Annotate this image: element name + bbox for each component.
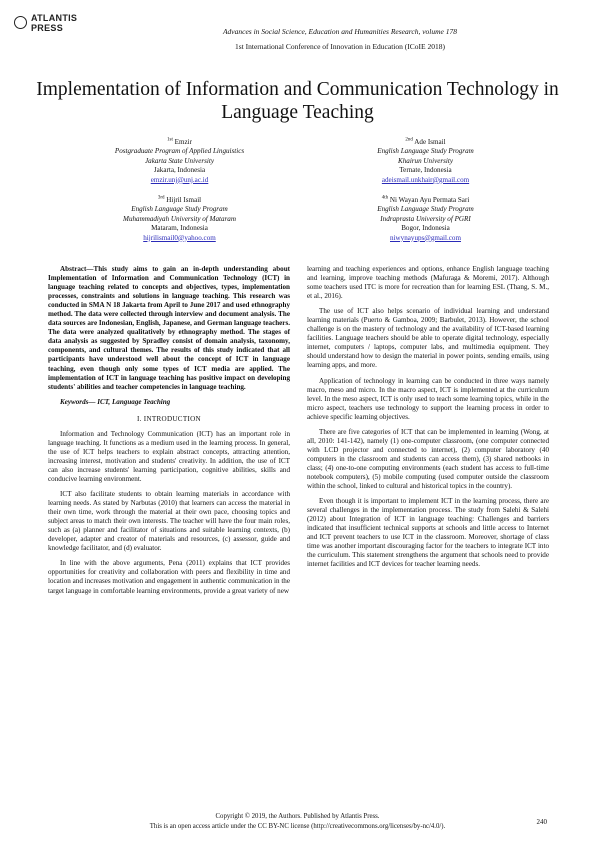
paragraph: Information and Technology Communication (ICT) has an important role in language teaching. It functions as a medium used in the learning process. In general, the use of ICT helps teachers to explain abstract concepts, attracting attention, increasing interest, motivation and students' creativity. In addition, the use of ICT can also increase students' learning participation, cognitive abilities, skills and conducive learning environment. <box>48 429 290 483</box>
right-column <box>307 265 549 575</box>
author-name: $^{4th}$ Ni Wayan Ayu Permata Sari <box>381 195 470 204</box>
author-name: $^{3rd}$ Hijril Ismail <box>157 195 202 204</box>
author-block: $^{1st}$ Emzir Postgraduate Program of Applied Linguistics Jakarta State University Jakarta, Indonesia emzir.unj@unj.ac.id <box>72 138 287 185</box>
page-number: 240 <box>536 818 547 826</box>
author-email[interactable]: adeismail.unkhair@gmail.com <box>381 175 470 184</box>
author-block: $^{3rd}$ Hijril Ismail English Language Study Program Muhammadiyah University of Mataram Mataram, Indonesia hijrilismail0@yahoo.com <box>72 196 287 243</box>
author-block: $^{2nd}$ Ade Ismail English Language Study Program Khairun University Ternate, Indonesia adeismail.unkhair@gmail.com <box>318 138 533 185</box>
paragraph: The use of ICT also helps scenario of individual learning and understand learning materials (Puerto & Gamboa, 2009; Barbulet, 2013). However, the school challenge is on the mastery of technology and the availability of ICT-based learning facilities. Language teachers should be able to operate digital technology, especially internet, computers / laptops, computer labs, and multimedia equipment. They should understand how to design the material in power points, sending emails, using learning apps, and more. <box>307 307 549 370</box>
author-block: $^{4th}$ Ni Wayan Ayu Permata Sari English Language Study Program Indraprasta University of PGRI Bogor, Indonesia niwynayups@gmail.com <box>318 196 533 243</box>
abstract: Abstract—This study aims to gain an in-depth understanding about Implementation of Information and Communication Technology (ICT) in language teaching related to concepts and objectives, types, implementation processes, constraints and solutions in language teaching. This research was conducted in SMA N 18 Jakarta from April to June 2017 and used ethnography method. The data were collected through interview and document analysis. The data sources are Indonesian, English, Japanese, and German language teachers. The data were analyzed qualitatively by ethnography method. The stages of data analysis as suggested by Spradley consist of domain analysis, taxonomy, components, and cultural themes. The results of this study indicated that all participants have understood well about the concept of ICT in language teaching, even though only some types of ICT media are applied. The implementation of ICT in language teaching has positive impact on developing students' abilities and teacher competencies in language teaching. <box>48 265 290 391</box>
left-column <box>48 265 290 602</box>
conference-name: 1st International Conference of Innovation in Education (ICoIE 2018) <box>235 42 445 51</box>
section-heading: I. INTRODUCTION <box>136 414 201 423</box>
paragraph: ICT also facilitate students to obtain learning materials in accordance with learning needs. As stated by Narbutas (2010) that learners can access the material in their own time, work through the material at their own pace, choosing topics and subject areas to match their own interests. The teacher will have the four main roles, such as (a) planner and facilitator of situations and suitable learning contexts, (b) developer, adapter and creator of materials and resources, (c) assessor, guide and knowledge facilitator, and (d) evaluator. <box>48 490 290 553</box>
paragraph: Application of technology in learning can be conducted in three ways namely macro, meso and micro. In the macro aspect, ICT is implemented at the curriculum level. In the meso aspect, ICT is only used to teach some learning topics, while in the micro aspect, teachers use technology to support the learning process in order to achieve specific learning objectives. <box>307 376 549 421</box>
paragraph: There are five categories of ICT that can be implemented in learning (Wong, at all, 2010: 141-142), namely (1) one-computer classroom, (one computer connected with LCD projector and connected to internet), (2) computer laboratory (40 computers in the classroom and students can access them), (3) shared netbooks in class; (4) one-to-one computing environments (each student has access to full-time notebook computers), (5) mobile computing (used computer outside the classroom within the school, linked to cultural and historical topics in the country). <box>307 427 549 491</box>
paragraph: learning and teaching experiences and options, enhance English language teaching and learning, improve teaching methods (Mafuraga & Moremi, 2017). Although some teachers used ITC is more for recreation than for learning ESL (Thang, S. M., et al., 2016). <box>307 265 549 301</box>
globe-icon <box>14 16 27 29</box>
author-name: $^{2nd}$ Ade Ismail <box>405 137 446 146</box>
paragraph: In line with the above arguments, Pena (2011) explains that ICT provides opportunities for creativity and collaboration with peers and flexibility in time and location and increases motivation and engagement in authentic communication in the target language in comfortable learning environments, provide a great variety of new <box>48 559 290 595</box>
license-notice: This is an open access article under the CC BY-NC license (http://creativecommons.org/licenses/by-nc/4.0/). <box>149 823 446 830</box>
paper-title: Implementation of Information and Communication Technology in Language Teaching <box>36 79 559 123</box>
author-email[interactable]: hijrilismail0@yahoo.com <box>143 233 216 242</box>
journal-name: Advances in Social Science, Education and Humanities Research, volume 178 <box>222 27 458 36</box>
copyright-notice: Copyright © 2019, the Authors. Published by Atlantis Press. <box>215 813 380 820</box>
paragraph: Even though it is important to implement ICT in the learning process, there are several challenges in the implementation process. The study from Salehi & Salehi (2012) about Integration of ICT in language teaching: Challenges and barriers indicated that insufficient technical supports at schools and little access to Internet and ICT prevent teachers to use ICT in the classroom. Moreover, shortage of class time was another important discouraging factor for the teachers to integrate ICT into the curriculum. This statement strengthens the argument that schools need to provide internet facilities and ICT devices for teacher learning needs. <box>307 497 549 569</box>
author-name: $^{1st}$ Emzir <box>167 137 192 146</box>
author-email[interactable]: niwynayups@gmail.com <box>390 233 461 242</box>
publisher-logo: ATLANTIS PRESS <box>31 13 78 33</box>
keywords: Keywords— ICT, Language Teaching <box>60 397 171 406</box>
author-email[interactable]: emzir.unj@unj.ac.id <box>150 175 209 184</box>
